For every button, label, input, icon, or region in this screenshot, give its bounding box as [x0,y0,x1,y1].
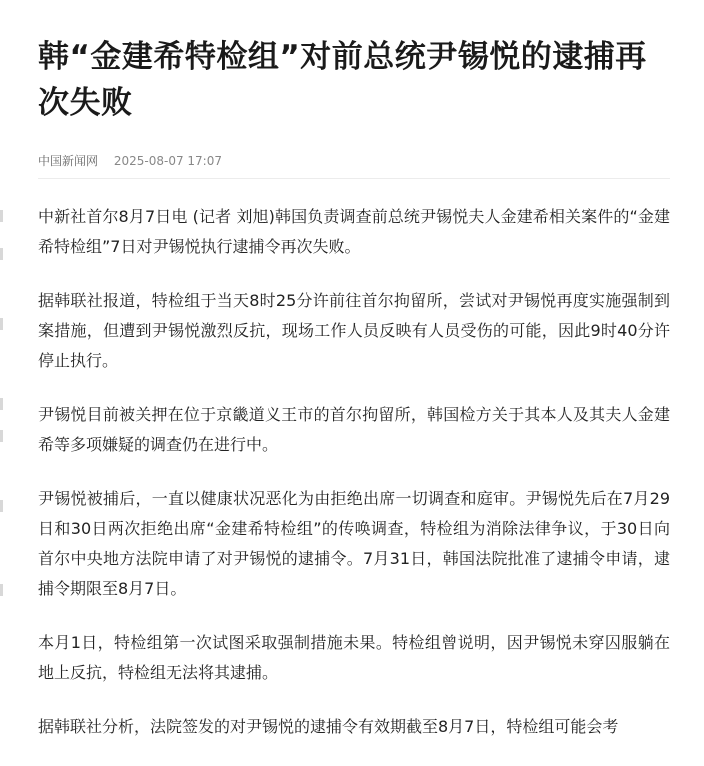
article-paragraph: 本月1日，特检组第一次试图采取强制措施未果。特检组曾说明，因尹锡悦未穿囚服躺在地上反抗，特检组无法将其逮捕。 [38,633,670,682]
edge-mark [0,500,3,512]
article-body [38,202,670,742]
edge-mark [0,210,3,222]
article-date: 2025-08-07 17:07 [113,154,222,168]
article-title: 韩“金建希特检组”对前总统尹锡悦的逮捕再次失败 [38,39,647,121]
article-paragraph: 尹锡悦被捕后，一直以健康状况恶化为由拒绝出席一切调查和庭审。尹锡悦先后在7月29日和30日两次拒绝出席“金建希特检组”的传唤调查，特检组为消除法律争议，于30日向首尔中央地方法院申请了对尹锡悦的逮捕令。7月31日，韩国法院批准了逮捕令申请，逮捕令期限至8月7日。 [38,489,670,598]
left-edge-marks [0,0,4,666]
article-paragraph: 尹锡悦目前被关押在位于京畿道义王市的首尔拘留所，韩国检方关于其本人及其夫人金建希等多项嫌疑的调查仍在进行中。 [38,405,670,454]
edge-mark [0,318,3,330]
article-source[interactable]: 中国新闻网 [38,154,99,168]
edge-mark [0,430,3,442]
article-meta [38,150,670,179]
edge-mark [0,584,3,596]
article-paragraph: 据韩联社分析，法院签发的对尹锡悦的逮捕令有效期截至8月7日，特检组可能会考 [38,717,619,736]
edge-mark [0,248,3,260]
article [38,34,670,766]
article-paragraph: 据韩联社报道，特检组于当天8时25分许前往首尔拘留所，尝试对尹锡悦再度实施强制到案措施，但遭到尹锡悦激烈反抗，现场工作人员反映有人员受伤的可能，因此9时40分许停止执行。 [38,291,670,370]
article-paragraph: 中新社首尔8月7日电 (记者 刘旭)韩国负责调查前总统尹锡悦夫人金建希相关案件的“金建希特检组”7日对尹锡悦执行逮捕令再次失败。 [38,207,670,256]
edge-mark [0,398,3,410]
